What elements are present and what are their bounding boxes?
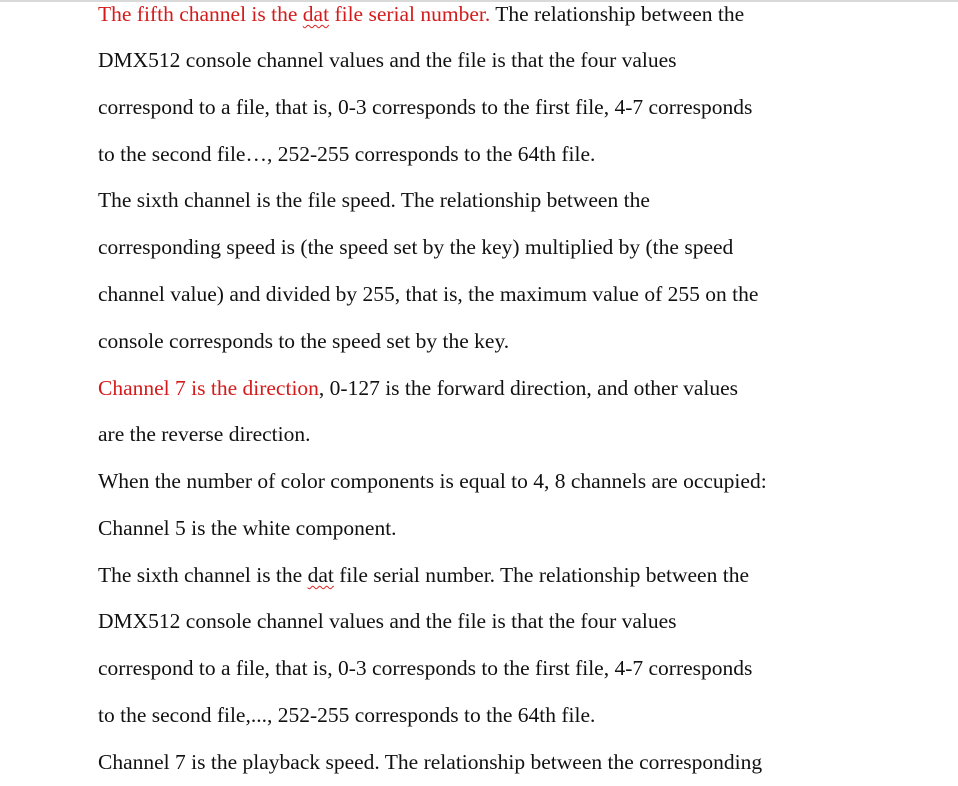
text-line-7: channel value) and divided by 255, that is, the maximum value of 255 on the: [98, 282, 759, 306]
text-line-10: are the reverse direction.: [98, 422, 311, 446]
text-line-1: The fifth channel is the dat file serial number. The relationship between the: [98, 2, 745, 26]
text-line-4: to the second file…, 252-255 corresponds to the 64th file.: [98, 142, 596, 166]
text-line-2: DMX512 console channel values and the file is that the four values: [98, 48, 677, 72]
text-line-12: Channel 5 is the white component.: [98, 516, 397, 540]
text-line-6: corresponding speed is (the speed set by the key) multiplied by (the speed: [98, 235, 734, 259]
text-line-16: to the second file,..., 252-255 corresponds to the 64th file.: [98, 703, 596, 727]
text-line-3: correspond to a file, that is, 0-3 corresponds to the first file, 4-7 corresponds: [98, 95, 753, 119]
spellcheck-word[interactable]: dat: [307, 563, 334, 587]
red-highlight: The fifth channel is the: [98, 2, 303, 26]
red-highlight: Channel 7 is the direction: [98, 376, 319, 400]
text-line-14: DMX512 console channel values and the file is that the four values: [98, 609, 677, 633]
spellcheck-word[interactable]: dat: [302, 2, 330, 26]
red-highlight: file serial number.: [329, 2, 491, 26]
text-line-17: Channel 7 is the playback speed. The relationship between the corresponding: [98, 750, 763, 774]
text-line-13: The sixth channel is the dat file serial number. The relationship between the: [98, 563, 749, 587]
text-line-11: When the number of color components is equal to 4, 8 channels are occupied:: [98, 469, 767, 493]
text-line-15: correspond to a file, that is, 0-3 corresponds to the first file, 4-7 corresponds: [98, 656, 753, 680]
text-line-8: console corresponds to the speed set by the key.: [98, 329, 510, 353]
text-line-9: Channel 7 is the direction, 0-127 is the forward direction, and other values: [98, 376, 739, 400]
text-line-5: The sixth channel is the file speed. The relationship between the: [98, 188, 650, 212]
